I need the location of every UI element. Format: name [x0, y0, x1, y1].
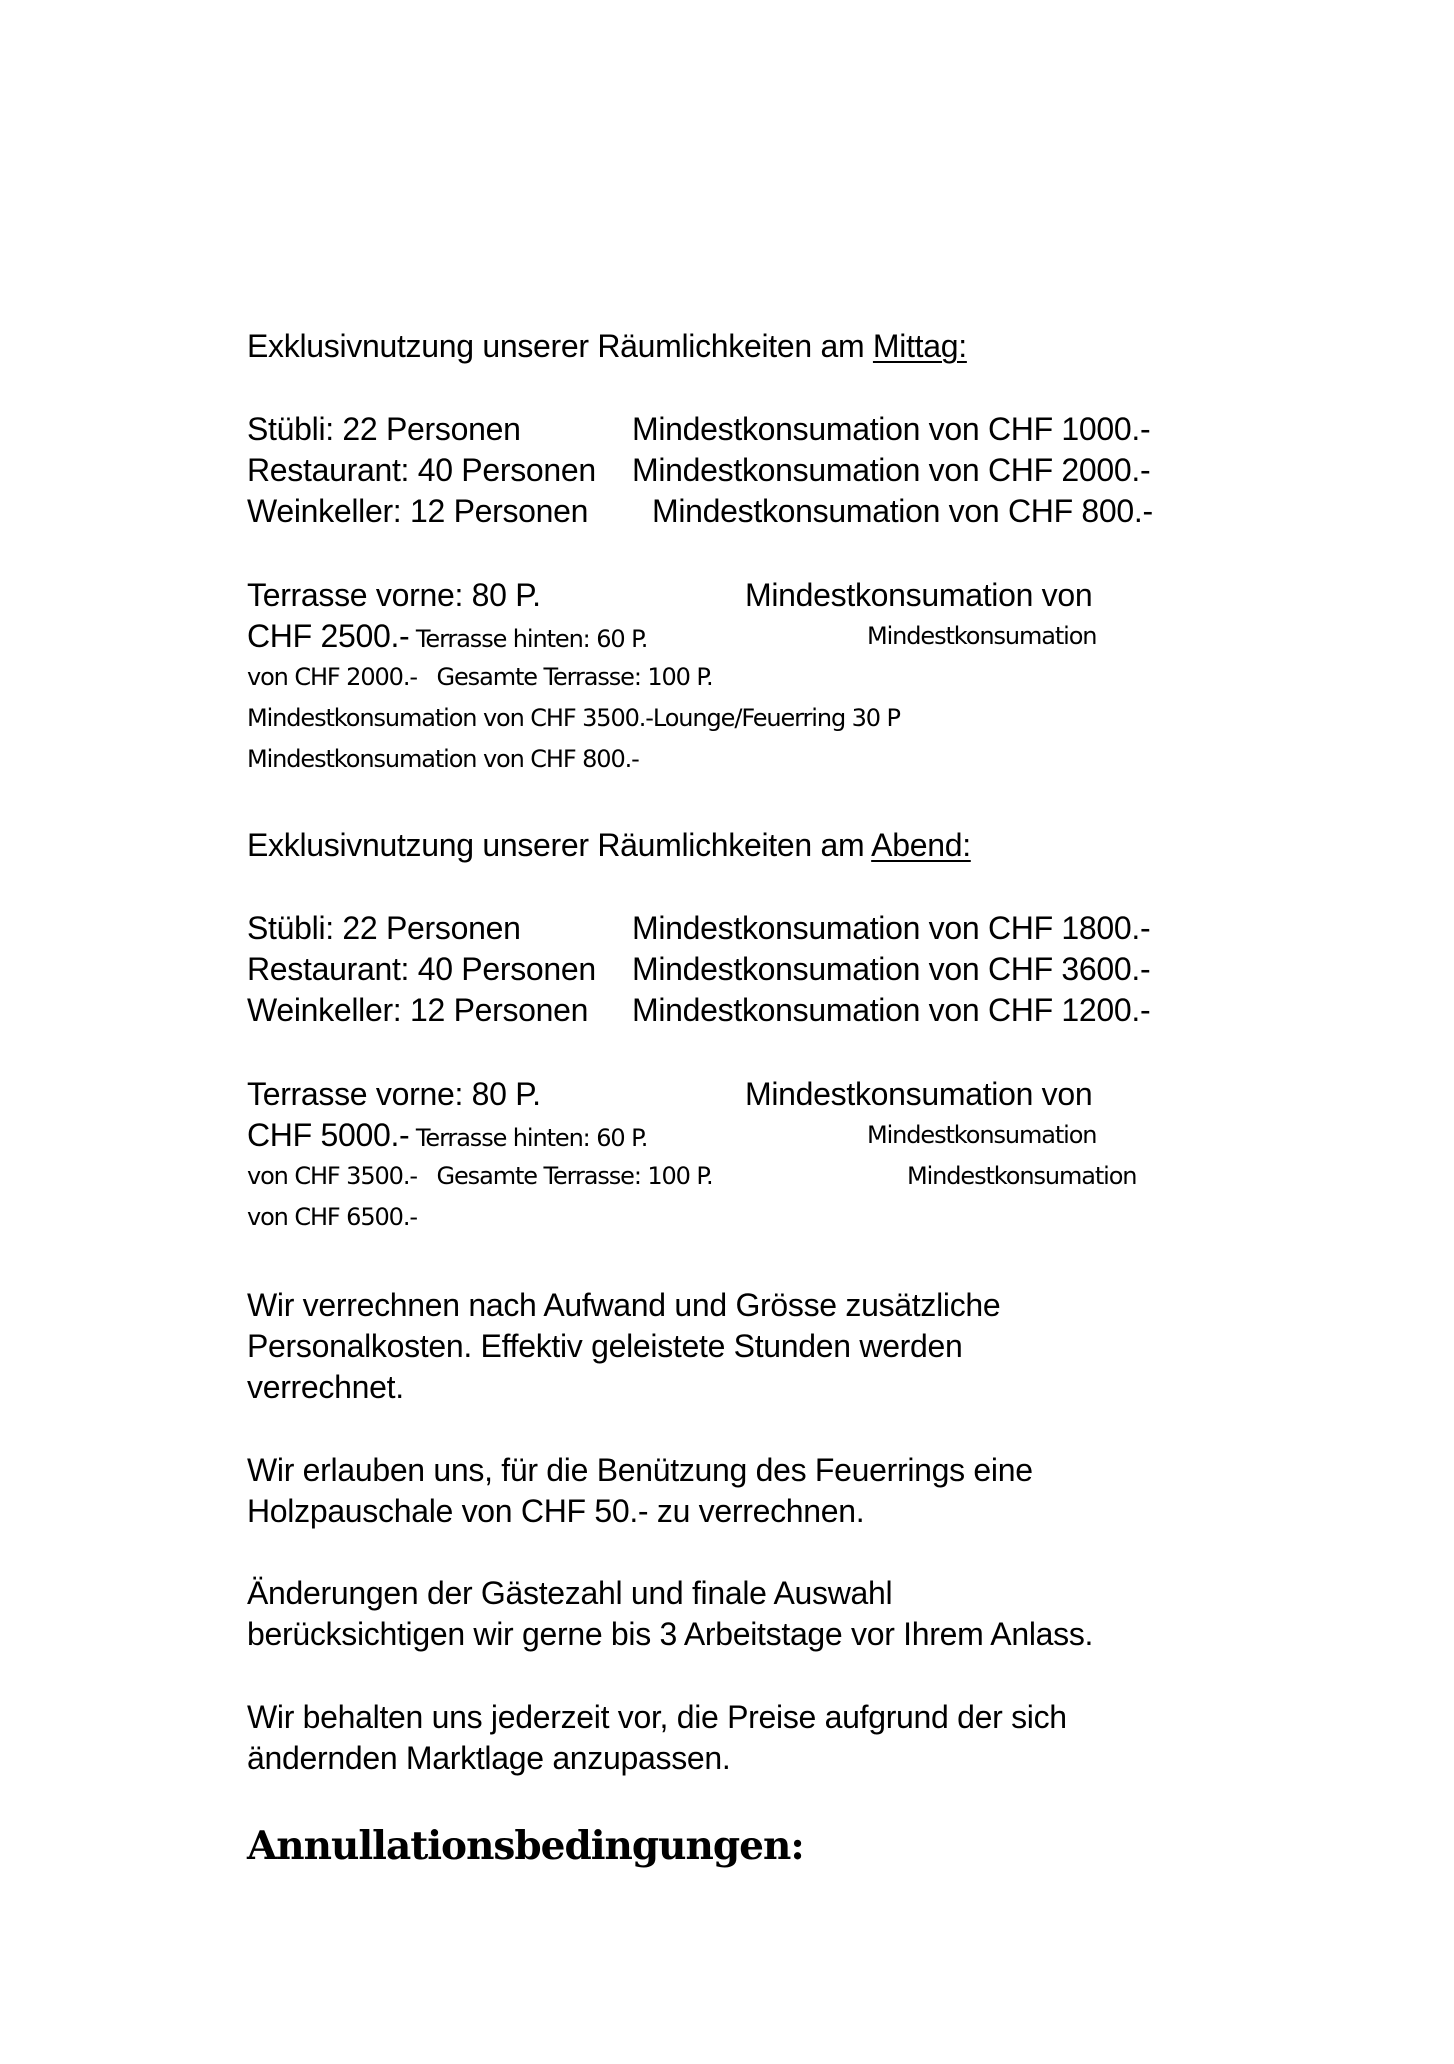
- room-row: [247, 951, 1151, 987]
- section-heading-mittag: [247, 330, 967, 362]
- room-name: Restaurant: 40 Personen: [247, 951, 596, 987]
- paragraph-line: verrechnet.: [247, 1369, 404, 1405]
- cancellation-heading: Annullationsbedingungen:: [247, 1823, 804, 1869]
- terrace-text: CHF 2500.-: [247, 618, 410, 654]
- terrace-line: [247, 1117, 1097, 1153]
- terrace-line: [247, 577, 1093, 613]
- heading-text: Exklusivnutzung unserer Räumlichkeiten am: [247, 328, 873, 364]
- terrace-text: von CHF 3500.- Gesamte Terrasse: 100 P.: [247, 1162, 713, 1190]
- paragraph-line: berücksichtigen wir gerne bis 3 Arbeitstage vor Ihrem Anlass.: [247, 1616, 1094, 1652]
- heading-underlined-word: Mittag:: [872, 328, 967, 364]
- terrace-text: von CHF 2000.- Gesamte Terrasse: 100 P.: [247, 663, 713, 691]
- terrace-text: Mindestkonsumation von: [745, 1076, 1093, 1112]
- terrace-text: Mindestkonsumation von CHF 3500.-Lounge/Feuerring 30 P: [247, 704, 900, 732]
- room-row: [247, 910, 1151, 946]
- paragraph-line: Personalkosten. Effektiv geleistete Stunden werden: [247, 1328, 963, 1364]
- room-row: [247, 411, 1151, 447]
- terrace-text: Terrasse hinten: 60 P.: [409, 625, 648, 653]
- room-minimum: Mindestkonsumation von CHF 2000.-: [632, 452, 1151, 488]
- room-minimum: Mindestkonsumation von CHF 1000.-: [632, 411, 1151, 447]
- terrace-text: CHF 5000.-: [247, 1117, 410, 1153]
- heading-text: Exklusivnutzung unserer Räumlichkeiten am: [247, 827, 872, 863]
- room-name: Stübli: 22 Personen: [247, 411, 521, 447]
- terrace-line: [247, 706, 900, 730]
- terrace-text: Terrasse vorne: 80 P.: [247, 577, 541, 613]
- terrace-text: Terrasse hinten: 60 P.: [409, 1124, 648, 1152]
- terrace-text: Mindestkonsumation: [867, 1121, 1097, 1149]
- paragraph-line: Änderungen der Gästezahl und finale Auswahl: [247, 1575, 893, 1611]
- room-minimum: Mindestkonsumation von CHF 3600.-: [632, 951, 1151, 987]
- terrace-text: Mindestkonsumation: [907, 1162, 1137, 1190]
- terrace-text: Mindestkonsumation: [867, 622, 1097, 650]
- terrace-line: [247, 618, 1097, 654]
- room-name: Weinkeller: 12 Personen: [247, 992, 589, 1028]
- room-name: Restaurant: 40 Personen: [247, 452, 596, 488]
- terrace-text: Terrasse vorne: 80 P.: [247, 1076, 541, 1112]
- terrace-line: [247, 1162, 1137, 1190]
- terrace-text: Mindestkonsumation von: [745, 577, 1093, 613]
- section-heading-abend: [247, 829, 971, 861]
- room-name: Stübli: 22 Personen: [247, 910, 521, 946]
- room-row: [247, 452, 1151, 488]
- terrace-line: [247, 747, 639, 771]
- terrace-text: Mindestkonsumation von CHF 800.-: [247, 745, 639, 773]
- paragraph-line: Wir behalten uns jederzeit vor, die Preise aufgrund der sich: [247, 1699, 1067, 1735]
- paragraph-line: ändernden Marktlage anzupassen.: [247, 1740, 731, 1776]
- heading-underlined-word: Abend:: [871, 827, 971, 863]
- room-name: Weinkeller: 12 Personen: [247, 493, 589, 529]
- terrace-line: [247, 1076, 1093, 1112]
- room-minimum: Mindestkonsumation von CHF 1200.-: [632, 992, 1151, 1028]
- terrace-text: von CHF 6500.-: [247, 1203, 417, 1231]
- paragraph-line: Holzpauschale von CHF 50.- zu verrechnen.: [247, 1493, 865, 1529]
- room-minimum: Mindestkonsumation von CHF 800.-: [652, 493, 1153, 529]
- terrace-line: [247, 1205, 417, 1229]
- paragraph-line: Wir verrechnen nach Aufwand und Grösse zusätzliche: [247, 1287, 1001, 1323]
- room-row: [247, 493, 1153, 529]
- paragraph-line: Wir erlauben uns, für die Benützung des Feuerrings eine: [247, 1452, 1033, 1488]
- room-row: [247, 992, 1151, 1028]
- room-minimum: Mindestkonsumation von CHF 1800.-: [632, 910, 1151, 946]
- terrace-line: [247, 665, 713, 689]
